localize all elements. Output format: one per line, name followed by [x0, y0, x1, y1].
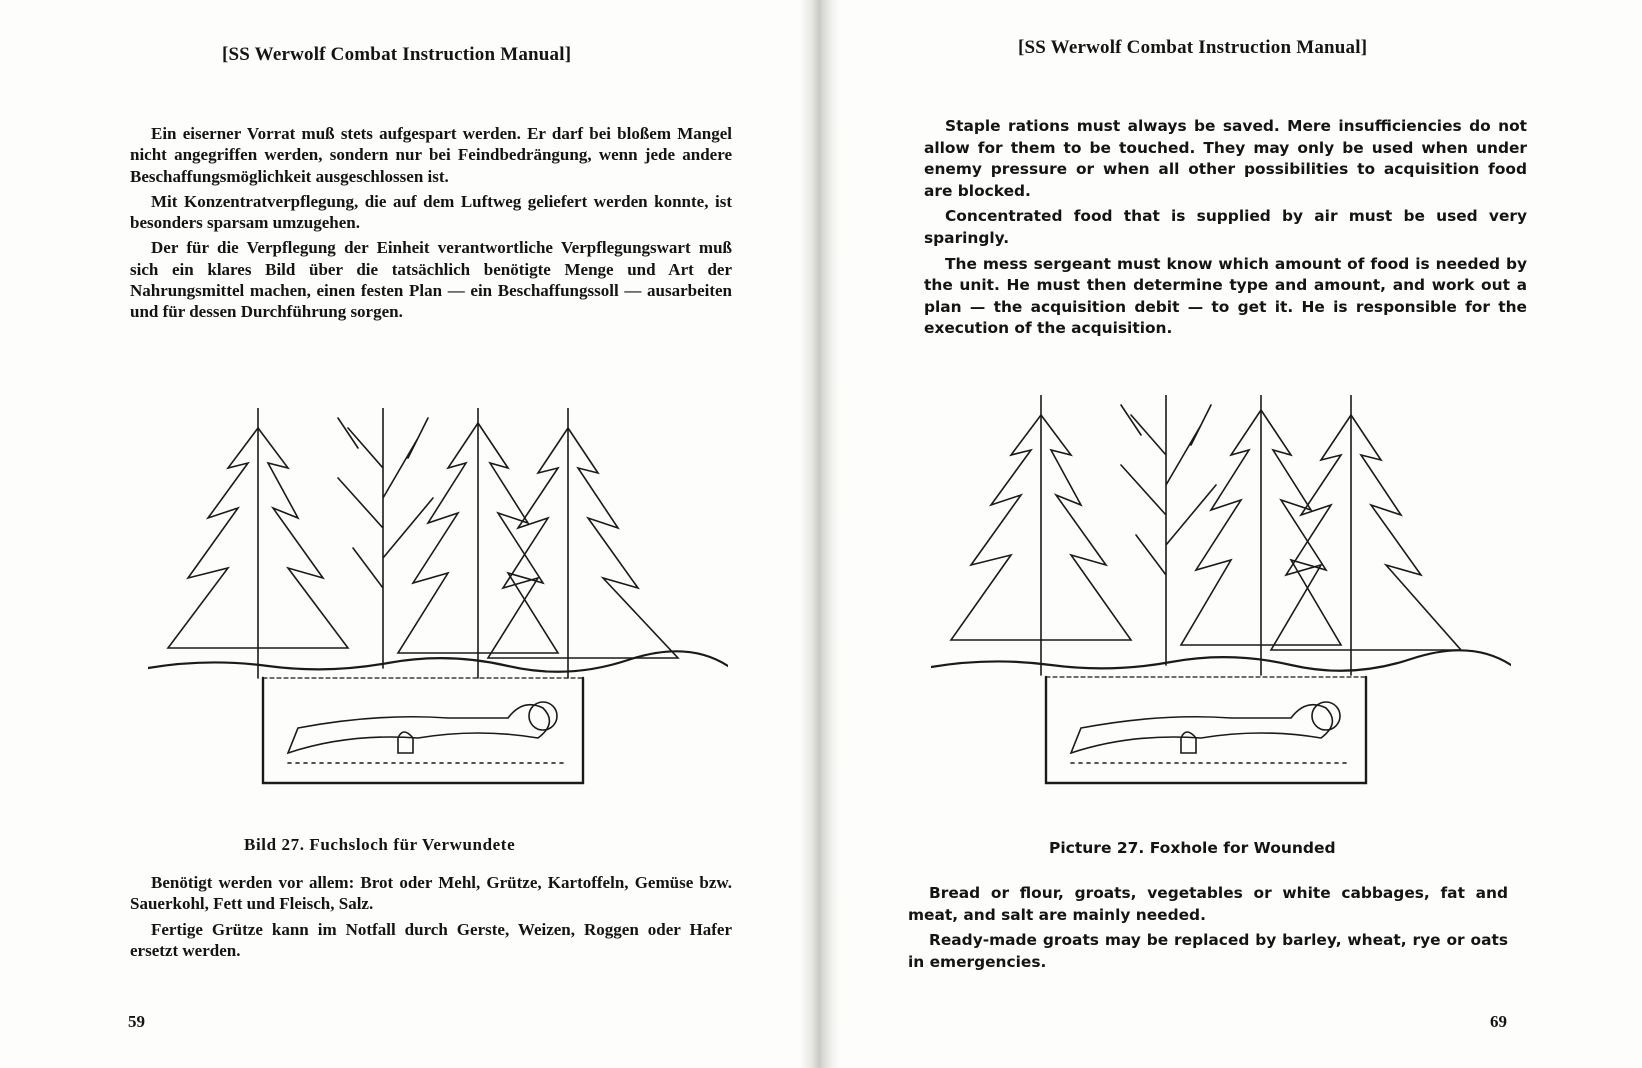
left-body-text-after	[130, 872, 732, 965]
right-page-header: [SS Werwolf Combat Instruction Manual]	[1018, 37, 1368, 58]
right-paragraph-1: Staple rations must always be saved. Mere insufficiencies do not allow for them to be touched. They may only be used when under enemy pressure or when all other possibilities to acquisition food are blocked.	[924, 117, 1527, 200]
right-paragraph-2: Concentrated food that is supplied by air must be used very sparingly.	[924, 207, 1527, 247]
foxhole-drawing	[148, 408, 728, 813]
left-page	[0, 0, 812, 1068]
left-figure-caption: Bild 27. Fuchsloch für Verwundete	[244, 835, 516, 854]
right-paragraph-5: Ready-made groats may be replaced by barley, wheat, rye or oats in emergencies.	[908, 931, 1508, 971]
left-paragraph-3: Der für die Verpflegung der Einheit verantwortliche Verpflegungswart muß sich ein klares Bild über die tatsächlich benötigte Menge und Art der Nahrungsmittel machen, einen festen Plan — ein Beschaffungssoll — ausarbeiten und für dessen Durchführung sorgen.	[130, 238, 732, 322]
left-page-header: [SS Werwolf Combat Instruction Manual]	[222, 44, 572, 65]
right-foxhole-illustration	[931, 395, 1511, 820]
foxhole-drawing	[931, 395, 1511, 820]
left-paragraph-1: Ein eiserner Vorrat muß stets aufgespart werden. Er darf bei bloßem Mangel nicht angegriffen werden, sondern nur bei Feindbedrängung, wenn jede andere Beschaffungsmöglichkeit ausgeschlossen ist.	[130, 124, 732, 186]
right-paragraph-4: Bread or flour, groats, vegetables or white cabbages, fat and meat, and salt are mainly needed.	[908, 884, 1508, 924]
right-body-text-after	[908, 883, 1508, 977]
left-paragraph-2: Mit Konzentratverpflegung, die auf dem Luftweg geliefert werden konnte, ist besonders sparsam umzugehen.	[130, 191, 732, 233]
right-paragraph-3: The mess sergeant must know which amount of food is needed by the unit. He must then determine type and amount, and work out a plan — the acquisition debit — to get it. He is responsible for the execution of the acquisition.	[924, 254, 1527, 338]
right-body-text	[924, 116, 1527, 344]
left-page-number: 59	[128, 1012, 145, 1031]
right-page-number: 69	[1490, 1012, 1507, 1031]
left-foxhole-illustration	[148, 408, 728, 813]
left-body-text	[130, 123, 732, 327]
left-paragraph-4: Benötigt werden vor allem: Brot oder Mehl, Grütze, Kartoffeln, Gemüse bzw. Sauerkohl, Fett und Fleisch, Salz.	[130, 873, 732, 914]
left-paragraph-5: Fertige Grütze kann im Notfall durch Gerste, Weizen, Roggen oder Hafer ersetzt werden.	[130, 919, 732, 960]
right-page	[826, 0, 1642, 1068]
right-figure-caption: Picture 27. Foxhole for Wounded	[1049, 839, 1336, 857]
